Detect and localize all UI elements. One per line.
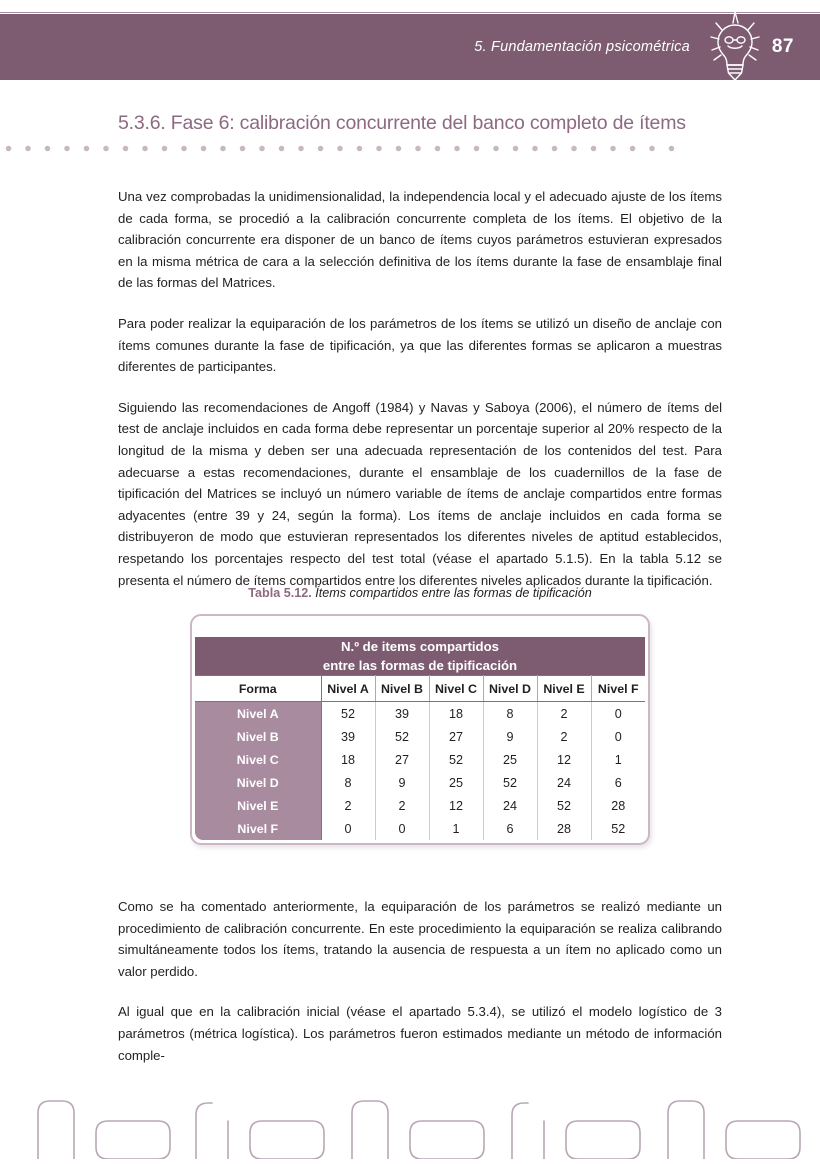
table-blank-row bbox=[195, 619, 645, 637]
table-cell: 0 bbox=[591, 702, 645, 726]
paragraph-2: Para poder realizar la equiparación de los parámetros de los ítems se utilizó un diseño de anclaje con ítems comunes durante la fase de tipificación, ya que las diferentes formas se aplicaron a muestras diferentes de participantes. bbox=[118, 315, 722, 375]
row-header: Nivel C bbox=[195, 748, 321, 771]
table-cell: 9 bbox=[375, 771, 429, 794]
column-header-nivel-c: Nivel C bbox=[429, 676, 483, 702]
dotted-divider bbox=[5, 145, 677, 152]
table-cell: 2 bbox=[321, 794, 375, 817]
table-cell: 25 bbox=[429, 771, 483, 794]
table-cell: 6 bbox=[483, 817, 537, 840]
table-caption-number: Tabla 5.12. bbox=[248, 586, 312, 600]
table-cell: 24 bbox=[483, 794, 537, 817]
row-header: Nivel F bbox=[195, 817, 321, 840]
table-cell: 25 bbox=[483, 748, 537, 771]
table-cell: 24 bbox=[537, 771, 591, 794]
table-row bbox=[195, 771, 645, 794]
footer-decoration bbox=[0, 1081, 820, 1159]
table-cell: 52 bbox=[591, 817, 645, 840]
column-header-nivel-f: Nivel F bbox=[591, 676, 645, 702]
header-top-rule bbox=[0, 12, 820, 13]
table-cell: 18 bbox=[429, 702, 483, 726]
table-cell: 39 bbox=[375, 702, 429, 726]
table-cell: 52 bbox=[483, 771, 537, 794]
table-caption-text: Ítems compartidos entre las formas de tipificación bbox=[315, 586, 592, 600]
body-content-bottom bbox=[118, 896, 722, 1066]
paragraph-3: Siguiendo las recomendaciones de Angoff (1984) y Navas y Saboya (2006), el número de ítems del test de anclaje incluidos en cada forma debe representar un porcentaje superior al 20% respecto de la longitud de la misma y deben ser una adecuada representación de los contenidos del test. Para adecuarse a estas recomendaciones, durante el ensamblaje de los cuadernillos de la fase de tipificación del Matrices se incluyó un número variable de ítems de anclaje compartidos entre formas adyacentes (entre 39 y 24, según la forma). Los ítems de anclaje incluidos en cada forma se distribuyeron de modo que estuvieran representados los diferentes niveles de aptitud establecidos, respetando los porcentajes respecto del test total (véase el apartado 5.1.5). En la tabla 5.12 se presenta el número de ítems compartidos entre los diferentes niveles aplicados durante la tipificación. bbox=[118, 399, 722, 588]
table-cell: 12 bbox=[429, 794, 483, 817]
paragraph-1: Una vez comprobadas la unidimensionalidad, la independencia local y el adecuado ajuste de los ítems de cada forma, se procedió a la calibración concurrente completa de los ítems. El objetivo de la calibración concurrente era disponer de un banco de ítems cuyos parámetros estuvieran expresados en la misma métrica de cara a la selección definitiva de los ítems durante la fase de ensamblaje final de las formas del Matrices. bbox=[118, 189, 722, 291]
table-cell: 28 bbox=[591, 794, 645, 817]
paragraph-4: Como se ha comentado anteriormente, la equiparación de los parámetros se realizó mediante un procedimiento de calibración concurrente. En este procedimiento la equiparación se realiza calibrando simultáneamente todos los ítems, tratando la ausencia de respuesta a un ítem no aplicado como un valor perdido. bbox=[118, 899, 722, 979]
table-cell: 2 bbox=[375, 794, 429, 817]
table-frame bbox=[190, 614, 650, 845]
page-header-band bbox=[0, 14, 820, 80]
chapter-label: 5. Fundamentación psicométrica bbox=[474, 39, 690, 55]
table-title-row bbox=[195, 637, 645, 676]
section-title: 5.3.6. Fase 6: calibración concurrente del banco completo de ítems bbox=[118, 112, 686, 134]
table-cell: 2 bbox=[537, 725, 591, 748]
table-cell: 27 bbox=[429, 725, 483, 748]
table-title-line2: entre las formas de tipificación bbox=[322, 658, 518, 673]
shared-items-table bbox=[195, 619, 645, 840]
table-column-header-row bbox=[195, 676, 645, 702]
table-block bbox=[118, 586, 722, 845]
column-header-forma: Forma bbox=[195, 676, 321, 702]
table-cell: 27 bbox=[375, 748, 429, 771]
row-header: Nivel D bbox=[195, 771, 321, 794]
paragraph-5: Al igual que en la calibración inicial (véase el apartado 5.3.4), se utilizó el modelo logístico de 3 parámetros (métrica logística). Los parámetros fueron estimados mediante un método de información comple- bbox=[118, 1004, 722, 1063]
table-row bbox=[195, 817, 645, 840]
row-header: Nivel E bbox=[195, 794, 321, 817]
table-row bbox=[195, 794, 645, 817]
column-header-nivel-d: Nivel D bbox=[483, 676, 537, 702]
table-cell: 6 bbox=[591, 771, 645, 794]
table-row bbox=[195, 702, 645, 726]
table-caption bbox=[118, 586, 722, 600]
body-content-top bbox=[118, 186, 722, 591]
table-title-cell bbox=[195, 637, 645, 676]
table-cell: 0 bbox=[591, 725, 645, 748]
table-cell: 2 bbox=[537, 702, 591, 726]
table-cell: 52 bbox=[429, 748, 483, 771]
table-cell: 1 bbox=[591, 748, 645, 771]
table-row bbox=[195, 748, 645, 771]
table-cell: 9 bbox=[483, 725, 537, 748]
table-cell: 1 bbox=[429, 817, 483, 840]
table-blank-cell bbox=[195, 619, 645, 637]
table-cell: 0 bbox=[375, 817, 429, 840]
row-header: Nivel A bbox=[195, 702, 321, 726]
table-cell: 12 bbox=[537, 748, 591, 771]
table-body bbox=[195, 702, 645, 841]
row-header: Nivel B bbox=[195, 725, 321, 748]
table-title-line1: N.º de items compartidos bbox=[341, 639, 499, 654]
column-header-nivel-b: Nivel B bbox=[375, 676, 429, 702]
table-cell: 52 bbox=[375, 725, 429, 748]
table-cell: 0 bbox=[321, 817, 375, 840]
table-cell: 18 bbox=[321, 748, 375, 771]
page-number: 87 bbox=[771, 36, 794, 57]
table-cell: 8 bbox=[483, 702, 537, 726]
table-cell: 8 bbox=[321, 771, 375, 794]
table-cell: 52 bbox=[321, 702, 375, 726]
column-header-nivel-a: Nivel A bbox=[321, 676, 375, 702]
lightbulb-icon bbox=[704, 14, 766, 80]
table-cell: 52 bbox=[537, 794, 591, 817]
table-cell: 39 bbox=[321, 725, 375, 748]
table-cell: 28 bbox=[537, 817, 591, 840]
table-row bbox=[195, 725, 645, 748]
column-header-nivel-e: Nivel E bbox=[537, 676, 591, 702]
